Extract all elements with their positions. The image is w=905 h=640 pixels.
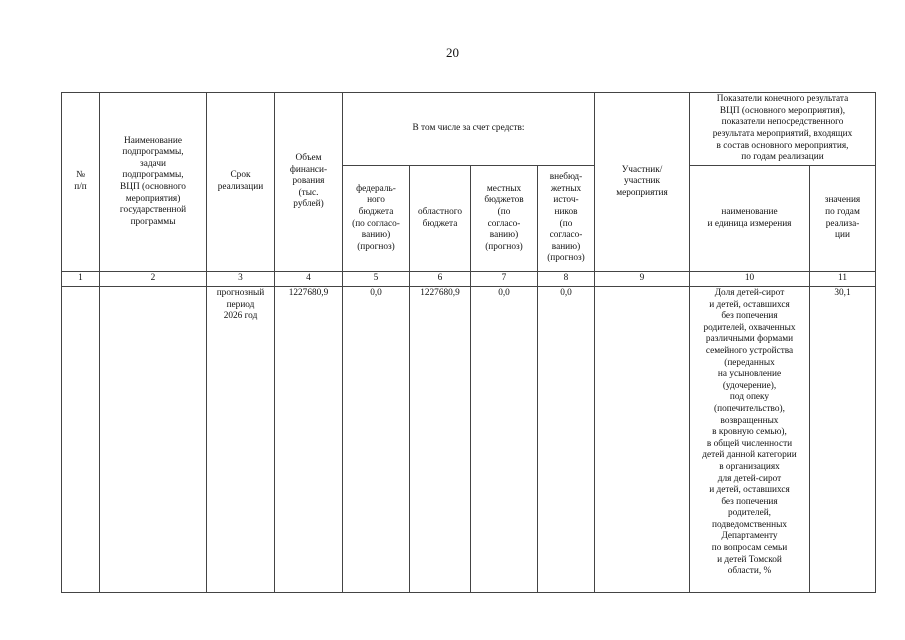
column-number: 4 <box>275 272 343 287</box>
header-regional-budget: областного бюджета <box>410 166 471 272</box>
row-indicator-name: Доля детей-сирот и детей, оставшихся без попечения родителей, охваченных различными формами семейного устройства (переданных на усыновление (удочерение), под опеку (попечительство), возвращенных в кровную семью), в общей численности детей данной категории в организациях для детей-сирот и детей, оставшихся без попечения родителей, подведомственных Департаменту по вопросам семьи и детей Томской области, % <box>690 287 810 593</box>
column-number: 11 <box>810 272 876 287</box>
program-table <box>61 92 876 593</box>
column-number: 1 <box>62 272 100 287</box>
header-number: № п/п <box>62 93 100 272</box>
header-funding-group: В том числе за счет средств: <box>343 93 595 166</box>
row-local-budgets: 0,0 <box>471 287 538 593</box>
header-period: Срок реализации <box>207 93 275 272</box>
row-program-name-cell <box>100 287 207 593</box>
column-number: 10 <box>690 272 810 287</box>
column-number: 5 <box>343 272 410 287</box>
column-number: 8 <box>538 272 595 287</box>
header-program-name: Наименование подпрограммы, задачи подпрограммы, ВЦП (основного мероприятия) государственной программы <box>100 93 207 272</box>
row-number-cell <box>62 287 100 593</box>
column-numbers-row <box>62 272 876 287</box>
row-total-funding: 1227680,9 <box>275 287 343 593</box>
header-indicator-name: наименование и единица измерения <box>690 166 810 272</box>
column-number: 6 <box>410 272 471 287</box>
header-indicator-value: значения по годам реализа- ции <box>810 166 876 272</box>
page-number: 20 <box>446 45 459 60</box>
header-extrabudgetary: внебюд- жетных источ- ников (по согласо- ванию) (прогноз) <box>538 166 595 272</box>
row-regional-budget: 1227680,9 <box>410 287 471 593</box>
row-period: прогнозный период 2026 год <box>207 287 275 593</box>
row-indicator-value: 30,1 <box>810 287 876 593</box>
header-participant: Участник/ участник мероприятия <box>595 93 690 272</box>
column-number: 9 <box>595 272 690 287</box>
row-extrabudgetary: 0,0 <box>538 287 595 593</box>
header-local-budgets: местных бюджетов (по согласо- ванию) (прогноз) <box>471 166 538 272</box>
row-federal-budget: 0,0 <box>343 287 410 593</box>
header-federal-budget: федераль- ного бюджета (по согласо- ванию) (прогноз) <box>343 166 410 272</box>
table-row <box>62 287 876 593</box>
column-number: 3 <box>207 272 275 287</box>
header-funding-volume: Объем финанси- рования (тыс. рублей) <box>275 93 343 272</box>
column-number: 2 <box>100 272 207 287</box>
row-participant-cell <box>595 287 690 593</box>
column-number: 7 <box>471 272 538 287</box>
header-indicators-group: Показатели конечного результата ВЦП (основного мероприятия), показатели непосредственного результата мероприятий, входящих в состав основного мероприятия, по годам реализации <box>690 93 876 166</box>
